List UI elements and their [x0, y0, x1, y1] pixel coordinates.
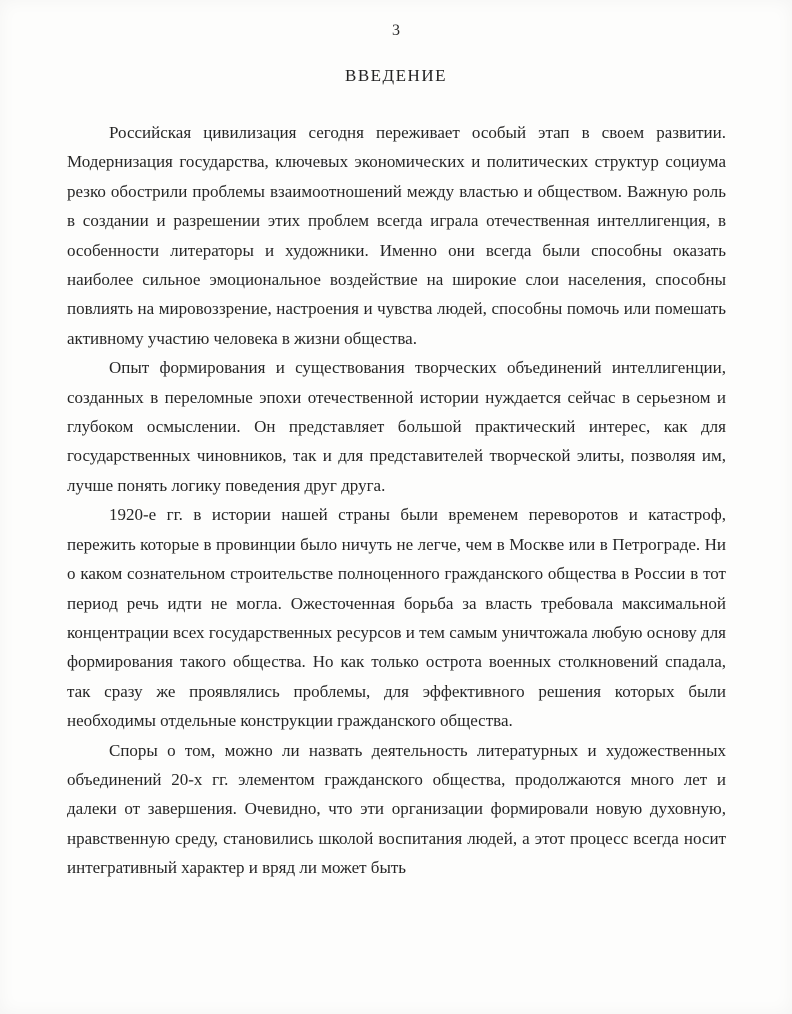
- page-number: 3: [392, 22, 400, 39]
- paragraph: Опыт формирования и существования творческих объединений интеллигенции, созданных в переломные эпохи отечественной истории нуждается сейчас в серьезном и глубоком осмыслении. Он представляет большой практический интерес, как для государственных чиновников, так и для представителей творческой элиты, позволяя им, лучше понять логику поведения друг друга.: [67, 358, 726, 495]
- page-body: [67, 118, 726, 883]
- paragraph: Споры о том, можно ли назвать деятельность литературных и художественных объединений 20-х гг. элементом гражданского общества, продолжаются много лет и далеки от завершения. Очевидно, что эти организации формировали новую духовную, нравственную среду, становились школой воспитания людей, а этот процесс всегда носит интегративный характер и вряд ли может быть: [67, 740, 726, 878]
- paragraph: Российская цивилизация сегодня переживает особый этап в своем развитии. Модернизация государства, ключевых экономических и политических структур социума резко обострили проблемы взаимоотношений между властью и обществом. Важную роль в создании и разрешении этих проблем всегда играла отечественная интеллигенция, в особенности литераторы и художники. Именно они всегда были способны оказать наиболее сильное эмоциональное воздействие на широкие слои населения, способны повлиять на мировоззрение, настроения и чувства людей, способны помочь или помешать активному участию человека в жизни общества.: [67, 123, 726, 348]
- paragraph: 1920-е гг. в истории нашей страны были временем переворотов и катастроф, пережить которые в провинции было ничуть не легче, чем в Москве или в Петрограде. Ни о каком сознательном строительстве полноценного гражданского общества в России в тот период речь идти не могла. Ожесточенная борьба за власть требовала максимальной концентрации всех государственных ресурсов и тем самым уничтожала любую основу для формирования такого общества. Но как только острота военных столкновений спадала, так сразу же проявлялись проблемы, для эффективного решения которых были необходимы отдельные конструкции гражданского общества.: [67, 505, 726, 731]
- section-title: ВВЕДЕНИЕ: [345, 66, 447, 85]
